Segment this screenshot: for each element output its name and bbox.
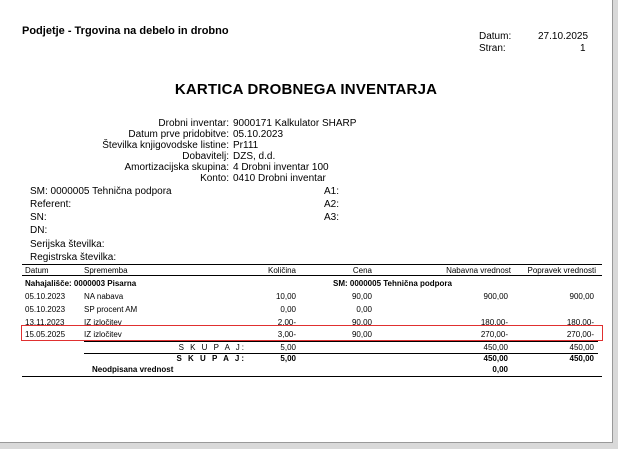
neodpisana-value: 0,00 bbox=[492, 365, 508, 374]
cell-sprememba: SP procent AM bbox=[84, 305, 138, 314]
total-kolicina: 5,00 bbox=[280, 343, 296, 352]
info-value: Pr111 bbox=[233, 140, 259, 151]
total-popravek: 450,00 bbox=[569, 343, 594, 352]
info-label: Številka knjigovodske listine: bbox=[102, 140, 229, 151]
grand-total-nabavna: 450,00 bbox=[483, 354, 508, 363]
info-row-inventory bbox=[0, 118, 612, 129]
table-header-rule bbox=[22, 275, 602, 276]
info-row-supplier bbox=[0, 151, 612, 162]
sm-field: SM: 0000005 Tehnična podpora bbox=[30, 186, 172, 197]
serial-number-field: Serijska številka: bbox=[30, 239, 105, 250]
cell-sprememba: NA nabava bbox=[84, 292, 124, 301]
cell-kolicina: 3,00- bbox=[277, 330, 296, 339]
col-header-popravek: Popravek vrednosti bbox=[527, 266, 596, 275]
col-header-nabavna: Nabavna vrednost bbox=[446, 266, 511, 275]
col-header-kolicina: Količina bbox=[267, 266, 296, 275]
cell-datum: 15.05.2025 bbox=[25, 330, 66, 339]
cell-popravek: 270,00- bbox=[566, 330, 594, 339]
info-value: 9000171 Kalkulator SHARP bbox=[233, 118, 357, 129]
a1-field: A1: bbox=[324, 186, 340, 197]
info-label: Dobavitelj: bbox=[182, 151, 229, 162]
info-label: Amortizacijska skupina: bbox=[124, 162, 229, 173]
cell-popravek: 180,00- bbox=[566, 318, 594, 327]
cell-cena: 0,00 bbox=[356, 305, 372, 314]
cell-sprememba: IZ izločitev bbox=[84, 318, 122, 327]
referent-field: Referent: bbox=[30, 199, 72, 210]
info-value: 0410 Drobni inventar bbox=[233, 173, 326, 184]
info-label: Drobni inventar: bbox=[158, 118, 229, 129]
cell-kolicina: 0,00 bbox=[280, 305, 296, 314]
registry-number-field: Registrska številka: bbox=[30, 252, 117, 263]
info-value: DZS, d.d. bbox=[233, 151, 276, 162]
info-label: Datum prve pridobitve: bbox=[128, 129, 229, 140]
company-name: Podjetje - Trgovina na debelo in drobno bbox=[22, 25, 229, 37]
highlight-box bbox=[21, 325, 603, 341]
date-label: Datum: bbox=[479, 31, 512, 42]
cell-cena: 90,00 bbox=[351, 318, 372, 327]
cell-datum: 05.10.2023 bbox=[25, 292, 66, 301]
info-value: 4 Drobni inventar 100 bbox=[233, 162, 329, 173]
grand-total-label-text: S K U P A J: bbox=[176, 354, 246, 363]
neodpisana-label: Neodpisana vrednost bbox=[92, 365, 174, 374]
page-number: 1 bbox=[580, 43, 586, 54]
grand-total-popravek: 450,00 bbox=[569, 354, 594, 363]
cell-cena: 90,00 bbox=[351, 292, 372, 301]
location-nahajalisce: Nahajališče: 0000003 Pisarna bbox=[25, 279, 137, 288]
dn-field: DN: bbox=[30, 225, 48, 236]
cell-popravek: 900,00 bbox=[569, 292, 594, 301]
info-value: 05.10.2023 bbox=[233, 129, 284, 140]
info-row-first-date bbox=[0, 129, 612, 140]
cell-kolicina: 10,00 bbox=[275, 292, 296, 301]
info-label: Konto: bbox=[200, 173, 229, 184]
cell-nabavna: 180,00- bbox=[480, 318, 508, 327]
report-title: KARTICA DROBNEGA INVENTARJA bbox=[174, 81, 438, 98]
info-row-amortization bbox=[0, 162, 612, 173]
cell-datum: 05.10.2023 bbox=[25, 305, 66, 314]
grand-total-kolicina: 5,00 bbox=[280, 354, 296, 363]
table-top-rule bbox=[22, 264, 602, 265]
info-row-account bbox=[0, 173, 612, 184]
sn-field: SN: bbox=[30, 212, 47, 223]
cell-kolicina: 2,00- bbox=[277, 318, 296, 327]
a3-field: A3: bbox=[324, 212, 340, 223]
page-label: Stran: bbox=[479, 43, 506, 54]
info-row-document bbox=[0, 140, 612, 151]
total-label-text: S K U P A J: bbox=[178, 343, 246, 352]
a2-field: A2: bbox=[324, 199, 340, 210]
totals-rule bbox=[84, 341, 598, 342]
col-header-datum: Datum bbox=[25, 266, 49, 275]
cell-cena: 90,00 bbox=[351, 330, 372, 339]
date-value: 27.10.2025 bbox=[538, 31, 589, 42]
col-header-sprememba: Sprememba bbox=[84, 266, 128, 275]
cell-nabavna: 270,00- bbox=[480, 330, 508, 339]
location-sm: SM: 0000005 Tehnična podpora bbox=[333, 279, 452, 288]
cell-nabavna: 900,00 bbox=[483, 292, 508, 301]
total-nabavna: 450,00 bbox=[483, 343, 508, 352]
cell-sprememba: IZ izločitev bbox=[84, 330, 122, 339]
cell-datum: 13.11.2023 bbox=[25, 318, 65, 327]
table-bottom-rule bbox=[22, 376, 602, 377]
col-header-cena: Cena bbox=[352, 266, 372, 275]
